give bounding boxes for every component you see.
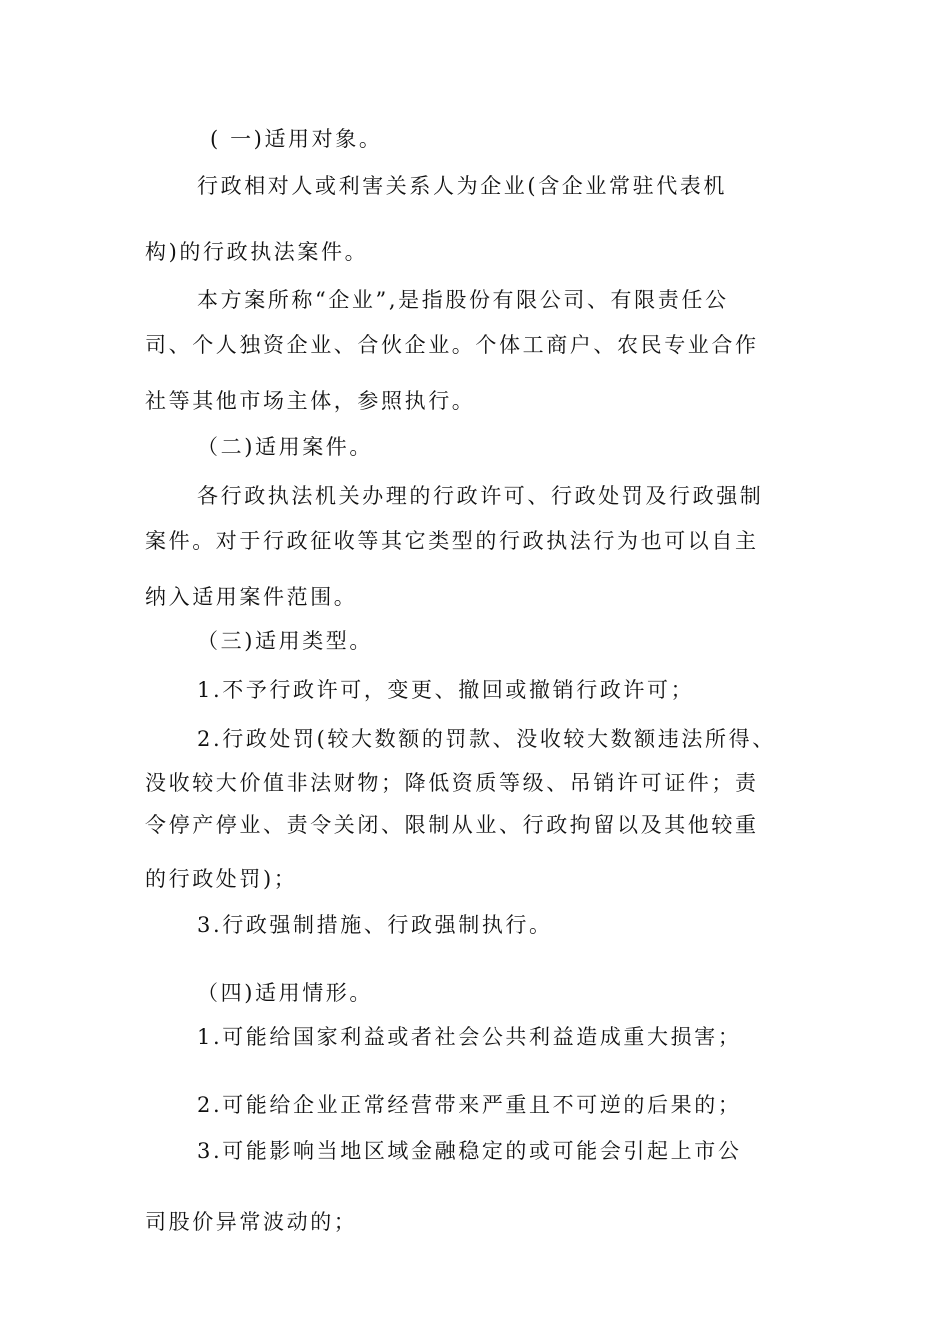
list-item: 3.行政强制措施、行政强制执行。 [197, 913, 553, 937]
paragraph-line: 构)的行政执法案件。 [145, 240, 369, 264]
paragraph-line: 各行政执法机关办理的行政许可、行政处罚及行政强制 [197, 484, 764, 508]
list-item: 1.不予行政许可，变更、撤回或撤销行政许可； [197, 678, 695, 702]
list-item: 1.可能给国家利益或者社会公共利益造成重大损害； [197, 1025, 742, 1049]
list-item: 3.可能影响当地区域金融稳定的或可能会引起上市公 [197, 1139, 742, 1163]
paragraph-line: 本方案所称“企业”,是指股份有限公司、有限责任公 [197, 288, 729, 312]
list-item: 2.可能给企业正常经营带来严重且不可逆的后果的； [197, 1093, 742, 1117]
paragraph-line: 社等其他市场主体，参照执行。 [145, 389, 476, 413]
list-item-line: 的行政处罚)； [145, 867, 298, 891]
list-item-line: 没收较大价值非法财物；降低资质等级、吊销许可证件；责 [145, 771, 759, 795]
paragraph-line: 行政相对人或利害关系人为企业(含企业常驻代表机 [197, 174, 727, 198]
section-heading-4: （四)适用情形。 [197, 981, 373, 1005]
paragraph-line: 纳入适用案件范围。 [145, 585, 358, 609]
list-item: 2.行政处罚(较大数额的罚款、没收较大数额违法所得、 [197, 727, 776, 751]
section-heading-3: （三)适用类型。 [197, 629, 373, 653]
section-heading-2: （二)适用案件。 [197, 435, 373, 459]
paragraph-line: 司、个人独资企业、合伙企业。个体工商户、农民专业合作 [145, 333, 759, 357]
section-heading-1: ( 一)适用对象。 [210, 127, 383, 151]
list-item-line: 令停产停业、责令关闭、限制从业、行政拘留以及其他较重 [145, 813, 759, 837]
paragraph-line: 案件。对于行政征收等其它类型的行政执法行为也可以自主 [145, 529, 759, 553]
list-item-line: 司股价异常波动的； [145, 1210, 358, 1234]
